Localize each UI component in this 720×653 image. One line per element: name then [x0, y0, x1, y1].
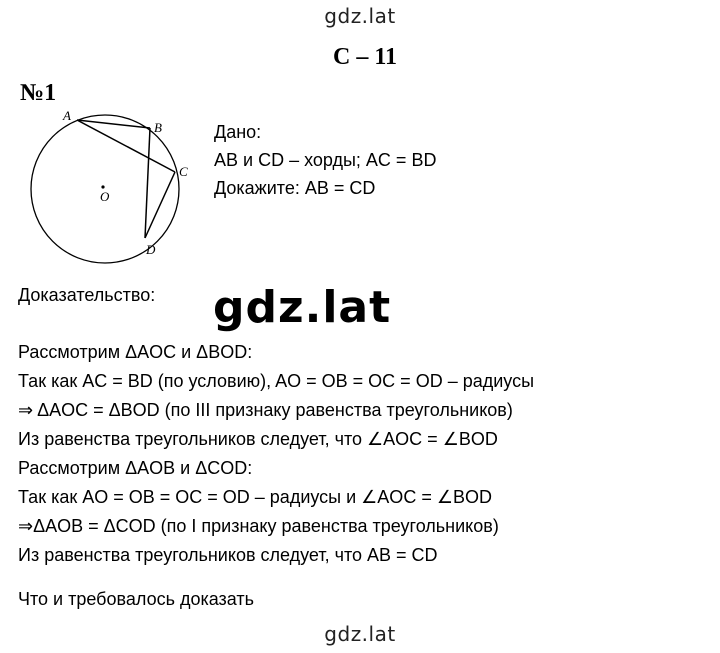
proof-line: Из равенства треугольников следует, что AB = CD — [18, 545, 438, 565]
proof-line: ⇒ΔAOB = ΔCOD (по I признаку равенства треугольников) — [18, 516, 499, 536]
proof-body — [18, 338, 534, 570]
label-o: O — [100, 189, 110, 204]
watermark-top: gdz.lat — [324, 4, 396, 28]
problem-number: №1 — [20, 80, 57, 106]
chord-cd — [145, 172, 175, 238]
watermark-bottom: gdz.lat — [324, 622, 396, 646]
label-c: C — [179, 164, 188, 179]
circle-figure — [28, 108, 204, 268]
given-heading: Дано: — [214, 122, 262, 142]
proof-line: Рассмотрим ΔAOB и ΔCOD: — [18, 458, 253, 478]
label-b: B — [154, 120, 162, 135]
proof-line: Так как AC = BD (по условию), AO = OB = OC = OD – радиусы — [18, 371, 535, 391]
proof-line: Из равенства треугольников следует, что ∠AOC = ∠BOD — [18, 429, 498, 449]
proof-conclusion: Что и требовалось доказать — [18, 589, 255, 609]
page-title: C – 11 — [332, 44, 397, 70]
given-block — [214, 118, 436, 202]
proof-line: ⇒ ΔAOC = ΔBOD (по III признаку равенства треугольников) — [18, 400, 513, 420]
given-line-2: Докажите: AB = CD — [214, 178, 376, 198]
proof-heading: Доказательство: — [18, 285, 156, 305]
watermark-middle: gdz.lat — [213, 282, 392, 333]
proof-line: Рассмотрим ΔAOC и ΔBOD: — [18, 342, 253, 362]
proof-line: Так как AO = OB = OC = OD – радиусы и ∠AOC = ∠BOD — [18, 487, 492, 507]
given-line-1: AB и CD – хорды; AC = BD — [214, 150, 437, 170]
label-a: A — [63, 108, 71, 123]
chord-bd — [145, 128, 150, 238]
label-d: D — [146, 242, 156, 257]
